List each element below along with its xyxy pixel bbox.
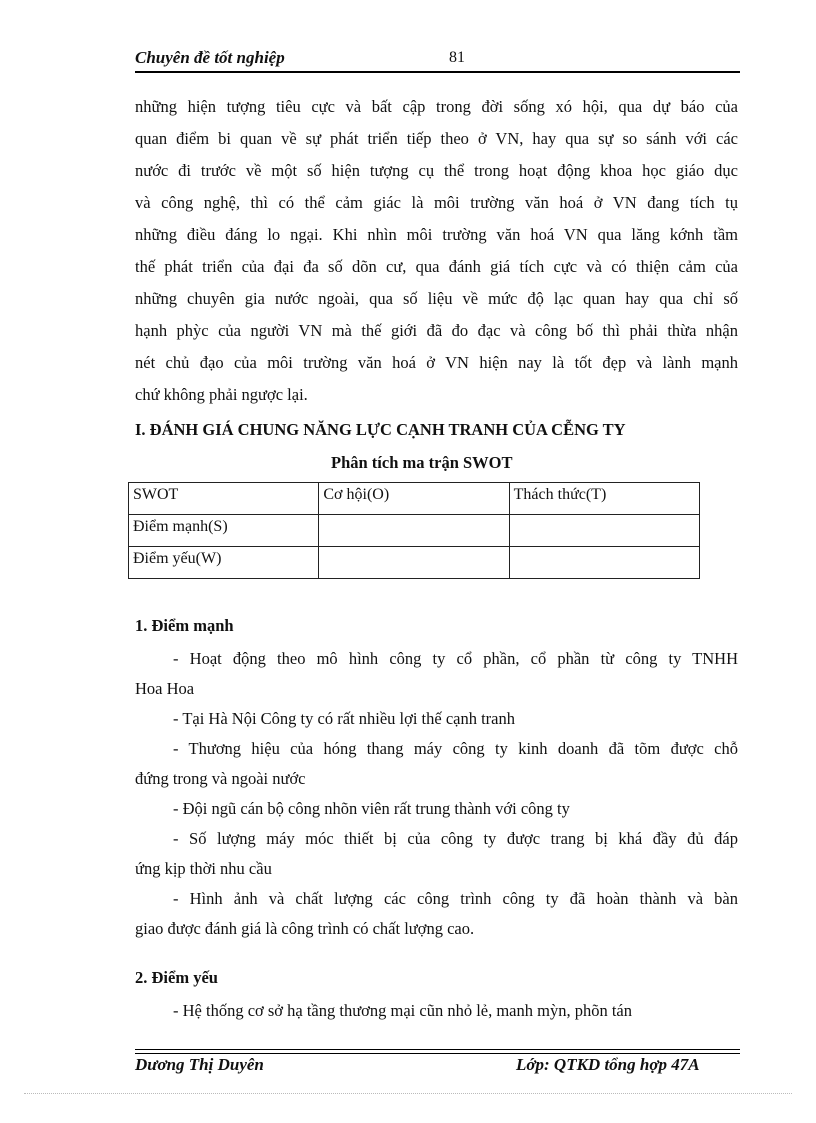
page-header — [135, 48, 740, 72]
paragraph-line: hạnh phỳc của người VN mà thế giới đã đo đạc và công bố thì phải thừa nhận — [135, 321, 738, 340]
paragraph-line: nước đi trước về một số hiện tượng cụ thể trong hoạt động khoa học giáo dục — [135, 161, 738, 180]
list-item-line: - Thương hiệu của hóng thang máy công ty kinh doanh đã tõm được chỗ — [173, 739, 738, 758]
list-item-line: - Số lượng máy móc thiết bị của công ty được trang bị khá đầy đủ đáp — [173, 829, 738, 848]
list-item-line: giao được đánh giá là công trình có chất lượng cao. — [135, 919, 475, 938]
header-rule — [135, 71, 740, 73]
table-cell: Điểm yếu(W) — [129, 547, 319, 579]
footer-rule — [135, 1049, 740, 1054]
table-cell: Điểm mạnh(S) — [129, 515, 319, 547]
table-cell — [319, 515, 509, 547]
swot-table — [128, 482, 700, 579]
strengths-list — [135, 644, 738, 944]
list-item-line: ứng kịp thời nhu cầu — [135, 859, 272, 878]
paragraph-line: nét chủ đạo của môi trường văn hoá ở VN hiện nay là tốt đẹp và lành mạnh — [135, 353, 738, 372]
paragraph-line: và công nghệ, thì có thể cảm giác là môi trường văn hoá ở VN đang tích tụ — [135, 193, 738, 212]
document-title: Chuyên đề tốt nghiệp — [135, 48, 285, 67]
list-item-line: - Đội ngũ cán bộ công nhõn viên rất trung thành với công ty — [173, 799, 570, 818]
table-cell — [509, 547, 699, 579]
list-item-line: - Hình ảnh và chất lượng các công trình công ty đã hoàn thành và bàn — [173, 889, 738, 908]
table-row — [129, 547, 700, 579]
list-item-line: - Hệ thống cơ sở hạ tầng thương mại cũn nhỏ lẻ, manh mỳn, phõn tán — [173, 1001, 632, 1020]
paragraph-line: những chuyên gia nước ngoài, qua số liệu về mức độ lạc quan hay qua chỉ số — [135, 289, 738, 308]
table-cell — [509, 515, 699, 547]
strengths-heading: 1. Điểm mạnh — [135, 616, 234, 635]
paragraph-line: quan điểm bi quan về sự phát triển tiếp theo ở VN, hay qua sự so sánh với các — [135, 129, 738, 148]
table-cell — [319, 547, 509, 579]
table-row — [129, 515, 700, 547]
list-item-line: Hoa Hoa — [135, 679, 195, 698]
section-heading: I. ĐÁNH GIÁ CHUNG NĂNG LỰC CẠNH TRANH CỦA CỄNG TY — [135, 420, 626, 439]
list-item-line: - Hoạt động theo mô hình công ty cổ phần, cổ phần từ công ty TNHH — [173, 649, 738, 668]
table-row — [129, 483, 700, 515]
paragraph-line: những điều đáng lo ngại. Khi nhìn môi trường văn hoá VN qua lăng kớnh tầm — [135, 225, 738, 244]
weaknesses-list — [135, 996, 738, 1026]
page-number: 81 — [449, 49, 465, 66]
footer-author: Dương Thị Duyên — [135, 1055, 264, 1074]
paragraph-line: thế phát triển của đại đa số dõn cư, qua đánh giá tích cực và có thiện cảm của — [135, 257, 738, 276]
weaknesses-heading: 2. Điểm yếu — [135, 968, 218, 987]
paragraph-line: chứ không phải ngược lại. — [135, 385, 308, 404]
table-cell: Cơ hội(O) — [319, 483, 509, 515]
list-item-line: đứng trong và ngoài nước — [135, 769, 306, 788]
paragraph-line: những hiện tượng tiêu cực và bất cập trong đời sống xó hội, qua dự báo của — [135, 97, 738, 116]
footer-class: Lớp: QTKD tổng hợp 47A — [516, 1055, 700, 1074]
table-caption: Phân tích ma trận SWOT — [331, 453, 513, 472]
page-edge-dots — [24, 1093, 792, 1094]
list-item-line: - Tại Hà Nội Công ty có rất nhiều lợi thế cạnh tranh — [173, 709, 515, 728]
intro-paragraph — [135, 91, 738, 411]
table-cell: SWOT — [129, 483, 319, 515]
table-cell: Thách thức(T) — [509, 483, 699, 515]
